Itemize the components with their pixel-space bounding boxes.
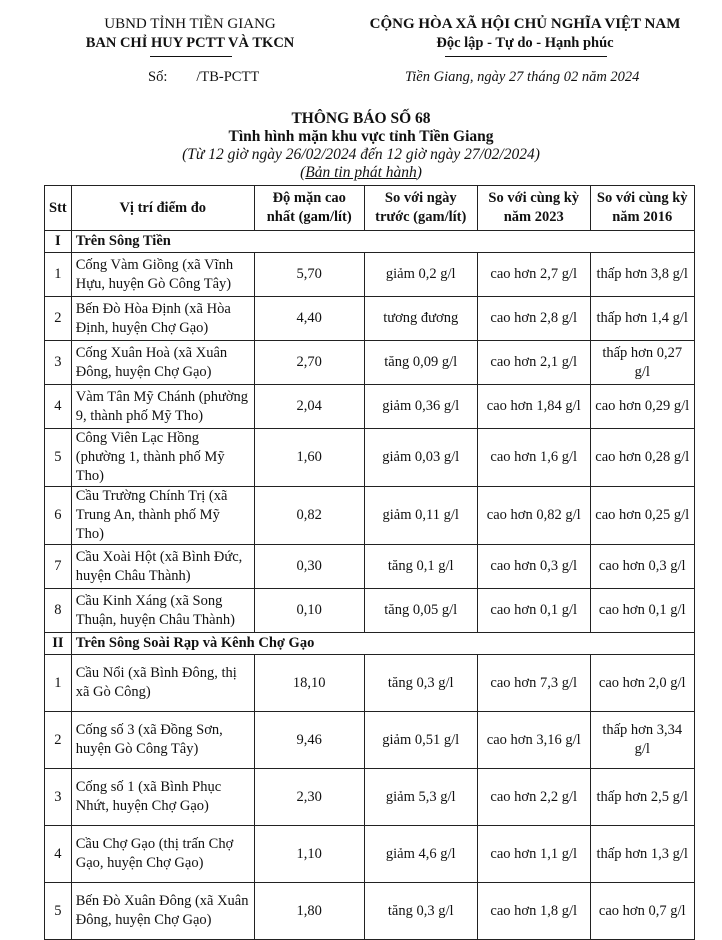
header-location: Vị trí điểm đo [71, 186, 254, 231]
notice-title: THÔNG BÁO SỐ 68 [291, 110, 431, 127]
row-max-salinity: 0,82 [254, 487, 364, 545]
row-vs-previous-day: tăng 0,3 g/l [364, 883, 477, 940]
section-title: Trên Sông Soài Rạp và Kênh Chợ Gạo [71, 633, 694, 655]
row-vs-2016: cao hơn 0,29 g/l [590, 385, 694, 429]
row-location: Công Viên Lạc Hồng (phường 1, thành phố Mỹ Tho) [71, 429, 254, 487]
row-vs-2016: cao hơn 2,0 g/l [590, 655, 694, 712]
row-vs-2023: cao hơn 1,84 g/l [477, 385, 590, 429]
row-vs-2016: thấp hơn 2,5 g/l [590, 769, 694, 826]
row-vs-2016: cao hơn 0,25 g/l [590, 487, 694, 545]
row-max-salinity: 1,80 [254, 883, 364, 940]
row-location: Cầu Nổi (xã Bình Đông, thị xã Gò Công) [71, 655, 254, 712]
notice-period: (Từ 12 giờ ngày 26/02/2024 đến 12 giờ ngày 27/02/2024) [182, 146, 540, 163]
document-date: Tiền Giang, ngày 27 tháng 02 năm 2024 [405, 69, 640, 85]
section-number: II [45, 633, 72, 655]
table-row [45, 712, 695, 769]
row-vs-previous-day: tương đương [364, 297, 477, 341]
notice-status [0, 164, 722, 182]
row-location: Bến Đò Xuân Đông (xã Xuân Đông, huyện Chợ Gạo) [71, 883, 254, 940]
row-max-salinity: 9,46 [254, 712, 364, 769]
row-max-salinity: 18,10 [254, 655, 364, 712]
national-motto: Độc lập - Tự do - Hạnh phúc [436, 35, 614, 51]
row-location: Bến Đò Hòa Định (xã Hòa Định, huyện Chợ Gạo) [71, 297, 254, 341]
header-stt: Stt [45, 186, 72, 231]
row-vs-previous-day: giảm 5,3 g/l [364, 769, 477, 826]
row-vs-2016: thấp hơn 1,3 g/l [590, 826, 694, 883]
row-max-salinity: 1,60 [254, 429, 364, 487]
row-max-salinity: 0,10 [254, 589, 364, 633]
row-vs-2023: cao hơn 0,3 g/l [477, 545, 590, 589]
agency-name: BAN CHỈ HUY PCTT VÀ TKCN [85, 35, 295, 51]
row-location: Cầu Trường Chính Trị (xã Trung An, thành phố Mỹ Tho) [71, 487, 254, 545]
row-vs-2023: cao hơn 0,82 g/l [477, 487, 590, 545]
row-max-salinity: 2,30 [254, 769, 364, 826]
row-vs-2023: cao hơn 2,8 g/l [477, 297, 590, 341]
row-stt: 2 [45, 712, 72, 769]
row-stt: 8 [45, 589, 72, 633]
row-vs-previous-day: giảm 0,36 g/l [364, 385, 477, 429]
row-stt: 2 [45, 297, 72, 341]
row-vs-2023: cao hơn 1,6 g/l [477, 429, 590, 487]
document-number: Số: /TB-PCTT [148, 69, 260, 85]
row-location: Cầu Kinh Xáng (xã Song Thuận, huyện Châu Thành) [71, 589, 254, 633]
row-vs-previous-day: tăng 0,1 g/l [364, 545, 477, 589]
table-row [45, 545, 695, 589]
row-location: Cống Vàm Giồng (xã Vĩnh Hựu, huyện Gò Công Tây) [71, 253, 254, 297]
table-header-row [45, 186, 695, 231]
row-vs-2023: cao hơn 2,1 g/l [477, 341, 590, 385]
row-vs-2023: cao hơn 0,1 g/l [477, 589, 590, 633]
row-vs-2016: thấp hơn 3,34 g/l [590, 712, 694, 769]
motto-underline [445, 56, 607, 57]
table-row [45, 297, 695, 341]
salinity-table [44, 185, 695, 940]
header-vs-previous-day: So với ngày trước (gam/lít) [364, 186, 477, 231]
status-text: Bản tin phát hành [305, 164, 417, 181]
row-location: Cống số 3 (xã Đồng Sơn, huyện Gò Công Tây) [71, 712, 254, 769]
row-location: Cầu Xoài Hột (xã Bình Đức, huyện Châu Thành) [71, 545, 254, 589]
row-location: Cống số 1 (xã Bình Phục Nhứt, huyện Chợ Gạo) [71, 769, 254, 826]
paren-close: ) [416, 164, 422, 181]
table-row [45, 655, 695, 712]
row-stt: 3 [45, 341, 72, 385]
row-max-salinity: 1,10 [254, 826, 364, 883]
row-location: Cầu Chợ Gạo (thị trấn Chợ Gạo, huyện Chợ Gạo) [71, 826, 254, 883]
row-max-salinity: 2,70 [254, 341, 364, 385]
row-vs-2023: cao hơn 1,1 g/l [477, 826, 590, 883]
row-stt: 4 [45, 385, 72, 429]
row-max-salinity: 2,04 [254, 385, 364, 429]
row-stt: 6 [45, 487, 72, 545]
row-location: Vàm Tân Mỹ Chánh (phường 9, thành phố Mỹ Tho) [71, 385, 254, 429]
table-body [45, 231, 695, 940]
row-vs-2016: cao hơn 0,3 g/l [590, 545, 694, 589]
row-max-salinity: 5,70 [254, 253, 364, 297]
national-title: CỘNG HÒA XÃ HỘI CHỦ NGHĨA VIỆT NAM [369, 16, 681, 32]
row-vs-previous-day: tăng 0,3 g/l [364, 655, 477, 712]
row-location: Cống Xuân Hoà (xã Xuân Đông, huyện Chợ Gạo) [71, 341, 254, 385]
section-row [45, 231, 695, 253]
row-vs-previous-day: giảm 0,2 g/l [364, 253, 477, 297]
row-stt: 4 [45, 826, 72, 883]
row-vs-previous-day: tăng 0,09 g/l [364, 341, 477, 385]
row-vs-2023: cao hơn 2,7 g/l [477, 253, 590, 297]
row-stt: 7 [45, 545, 72, 589]
section-row [45, 633, 695, 655]
row-vs-previous-day: giảm 4,6 g/l [364, 826, 477, 883]
paren-open: ( [300, 164, 306, 181]
row-stt: 5 [45, 883, 72, 940]
table-row [45, 429, 695, 487]
document-header [0, 14, 722, 94]
row-vs-2023: cao hơn 2,2 g/l [477, 769, 590, 826]
table-row [45, 253, 695, 297]
agency-parent: UBND TỈNH TIỀN GIANG [104, 16, 276, 32]
table-row [45, 487, 695, 545]
row-vs-2016: thấp hơn 0,27 g/l [590, 341, 694, 385]
row-vs-2016: cao hơn 0,28 g/l [590, 429, 694, 487]
row-vs-previous-day: giảm 0,51 g/l [364, 712, 477, 769]
row-stt: 1 [45, 655, 72, 712]
row-vs-2016: thấp hơn 1,4 g/l [590, 297, 694, 341]
row-max-salinity: 0,30 [254, 545, 364, 589]
section-number: I [45, 231, 72, 253]
table-row [45, 385, 695, 429]
row-stt: 1 [45, 253, 72, 297]
agency-underline [150, 56, 232, 57]
table-row [45, 341, 695, 385]
row-vs-2023: cao hơn 1,8 g/l [477, 883, 590, 940]
row-stt: 3 [45, 769, 72, 826]
notice-subject: Tình hình mặn khu vực tỉnh Tiền Giang [228, 128, 494, 145]
row-vs-previous-day: tăng 0,05 g/l [364, 589, 477, 633]
row-vs-previous-day: giảm 0,11 g/l [364, 487, 477, 545]
header-vs-2023: So với cùng kỳ năm 2023 [477, 186, 590, 231]
table-row [45, 769, 695, 826]
table-row [45, 883, 695, 940]
row-stt: 5 [45, 429, 72, 487]
row-vs-2016: cao hơn 0,7 g/l [590, 883, 694, 940]
table-row [45, 589, 695, 633]
row-vs-2016: thấp hơn 3,8 g/l [590, 253, 694, 297]
row-vs-2023: cao hơn 3,16 g/l [477, 712, 590, 769]
row-vs-2023: cao hơn 7,3 g/l [477, 655, 590, 712]
section-title: Trên Sông Tiền [71, 231, 694, 253]
row-vs-previous-day: giảm 0,03 g/l [364, 429, 477, 487]
row-vs-2016: cao hơn 0,1 g/l [590, 589, 694, 633]
row-max-salinity: 4,40 [254, 297, 364, 341]
table-row [45, 826, 695, 883]
header-max-salinity: Độ mặn cao nhất (gam/lít) [254, 186, 364, 231]
header-vs-2016: So với cùng kỳ năm 2016 [590, 186, 694, 231]
